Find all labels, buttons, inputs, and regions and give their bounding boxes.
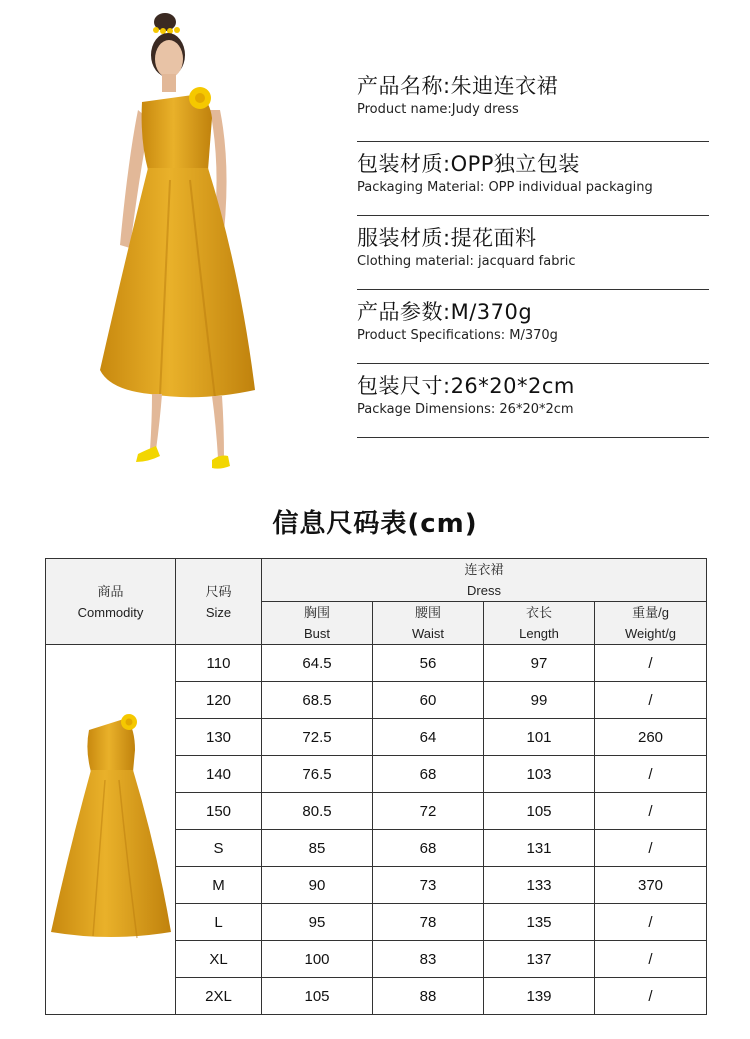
spec-label-zh: 产品名称:朱迪连衣裙 — [357, 74, 559, 98]
cell-waist: 83 — [373, 941, 484, 978]
header-length: 衣长 Length — [484, 602, 595, 645]
spec-label-en: Product Specifications: M/370g — [357, 328, 558, 343]
cell-waist: 68 — [373, 756, 484, 793]
cell-length: 105 — [484, 793, 595, 830]
size-table-title: 信息尺码表(cm) — [272, 509, 478, 539]
cell-size: L — [176, 904, 262, 941]
spec-label-zh: 服装材质:提花面料 — [357, 226, 537, 250]
spec-item-packaging-material — [357, 142, 709, 216]
cell-waist: 72 — [373, 793, 484, 830]
cell-bust: 76.5 — [262, 756, 373, 793]
model-photo — [90, 10, 280, 470]
cell-size: 2XL — [176, 978, 262, 1015]
cell-length: 99 — [484, 682, 595, 719]
cell-bust: 80.5 — [262, 793, 373, 830]
spec-label-zh: 包装尺寸:26*20*2cm — [357, 374, 575, 398]
cell-length: 101 — [484, 719, 595, 756]
cell-weight: / — [595, 793, 707, 830]
table-header-row — [46, 559, 707, 602]
cell-size: 130 — [176, 719, 262, 756]
cell-waist: 64 — [373, 719, 484, 756]
cell-size: 110 — [176, 645, 262, 682]
cell-weight: 260 — [595, 719, 707, 756]
header-waist: 腰围 Waist — [373, 602, 484, 645]
cell-size: XL — [176, 941, 262, 978]
dress-thumbnail — [47, 710, 175, 950]
cell-weight: / — [595, 978, 707, 1015]
cell-size: 140 — [176, 756, 262, 793]
cell-bust: 100 — [262, 941, 373, 978]
header-dress-group: 连衣裙 Dress — [262, 559, 707, 602]
commodity-image-cell — [46, 645, 176, 1015]
spec-label-zh: 包装材质:OPP独立包装 — [357, 152, 580, 176]
spec-item-package-dimensions — [357, 364, 709, 438]
spec-label-en: Package Dimensions: 26*20*2cm — [357, 402, 574, 417]
cell-length: 103 — [484, 756, 595, 793]
cell-weight: / — [595, 645, 707, 682]
cell-bust: 90 — [262, 867, 373, 904]
cell-size: 150 — [176, 793, 262, 830]
spec-item-clothing-material — [357, 216, 709, 290]
cell-size: S — [176, 830, 262, 867]
cell-weight: / — [595, 682, 707, 719]
cell-bust: 95 — [262, 904, 373, 941]
spec-item-product-name — [357, 68, 709, 142]
cell-waist: 68 — [373, 830, 484, 867]
cell-bust: 72.5 — [262, 719, 373, 756]
cell-length: 133 — [484, 867, 595, 904]
table-row — [46, 645, 707, 682]
cell-bust: 64.5 — [262, 645, 373, 682]
spec-label-zh: 产品参数:M/370g — [357, 300, 533, 324]
cell-weight: / — [595, 830, 707, 867]
cell-waist: 60 — [373, 682, 484, 719]
spec-label-en: Clothing material: jacquard fabric — [357, 254, 576, 269]
cell-length: 135 — [484, 904, 595, 941]
header-commodity: 商品 Commodity — [46, 559, 176, 645]
cell-waist: 73 — [373, 867, 484, 904]
spec-label-en: Packaging Material: OPP individual packaging — [357, 180, 653, 195]
cell-bust: 85 — [262, 830, 373, 867]
cell-length: 139 — [484, 978, 595, 1015]
cell-waist: 78 — [373, 904, 484, 941]
cell-size: 120 — [176, 682, 262, 719]
spec-item-specifications — [357, 290, 709, 364]
header-bust: 胸围 Bust — [262, 602, 373, 645]
header-size: 尺码 Size — [176, 559, 262, 645]
cell-weight: / — [595, 941, 707, 978]
spec-label-en: Product name:Judy dress — [357, 102, 519, 117]
cell-size: M — [176, 867, 262, 904]
header-weight: 重量/g Weight/g — [595, 602, 707, 645]
cell-length: 131 — [484, 830, 595, 867]
cell-weight: 370 — [595, 867, 707, 904]
cell-waist: 88 — [373, 978, 484, 1015]
cell-weight: / — [595, 756, 707, 793]
cell-bust: 68.5 — [262, 682, 373, 719]
spec-list — [357, 68, 709, 438]
cell-length: 137 — [484, 941, 595, 978]
size-chart-table — [45, 558, 707, 1015]
cell-waist: 56 — [373, 645, 484, 682]
cell-bust: 105 — [262, 978, 373, 1015]
cell-weight: / — [595, 904, 707, 941]
cell-length: 97 — [484, 645, 595, 682]
